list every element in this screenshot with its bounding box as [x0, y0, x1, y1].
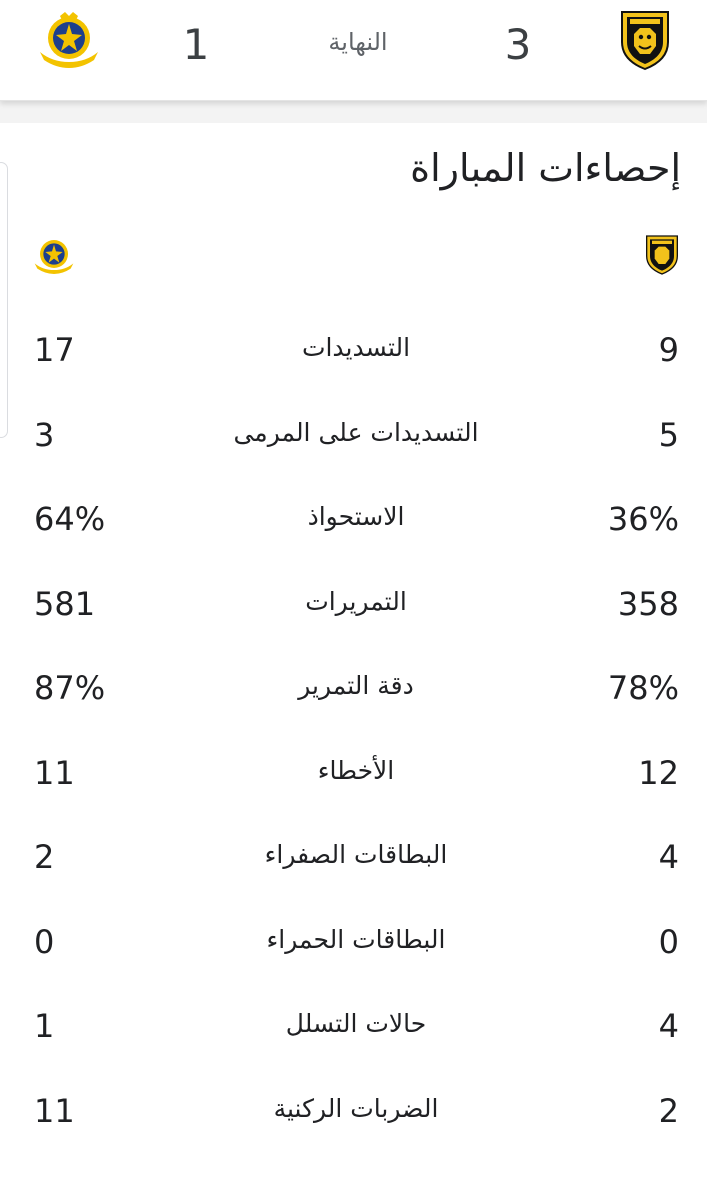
home-stat-value: 36%	[607, 500, 679, 538]
home-stat-value: 5	[658, 415, 679, 454]
stat-row-passes	[0, 562, 707, 647]
away-stat-value: 581	[34, 584, 96, 623]
home-stat-value: 78%	[607, 669, 679, 707]
stat-label: التسديدات على المرمى	[233, 417, 479, 447]
away-score: 1	[182, 20, 210, 69]
stat-label: البطاقات الحمراء	[266, 924, 446, 954]
away-stat-value: 1	[34, 1007, 55, 1045]
stat-label: الضربات الركنية	[273, 1093, 439, 1123]
stat-label: حالات التسلل	[285, 1009, 427, 1038]
stat-row-possession	[0, 477, 707, 562]
stat-row-fouls	[0, 731, 707, 816]
stat-label: الأخطاء	[317, 755, 395, 785]
stat-row-yellow-cards	[0, 815, 707, 900]
away-stat-value: 3	[34, 415, 55, 454]
stat-label: التمريرات	[305, 586, 407, 616]
stat-row-corners	[0, 1069, 707, 1154]
home-stat-value: 12	[638, 753, 679, 792]
away-stat-value: 0	[34, 922, 55, 961]
home-stat-value: 0	[658, 922, 679, 961]
stat-row-shots	[0, 308, 707, 393]
home-stat-value: 9	[658, 331, 679, 369]
away-stat-value: 17	[34, 331, 75, 369]
stat-label: الاستحواذ	[307, 502, 405, 531]
home-stat-value: 358	[617, 584, 679, 623]
score-header	[0, 0, 707, 101]
stat-label: البطاقات الصفراء	[264, 840, 448, 869]
stat-label: التسديدات	[301, 333, 411, 362]
stat-row-shots-on-target	[0, 393, 707, 478]
stat-label: دقة التمرير	[298, 671, 414, 700]
ittihad-logo-icon[interactable]	[612, 6, 678, 72]
home-stat-value: 2	[658, 1091, 679, 1130]
home-stat-value: 4	[658, 1007, 679, 1045]
nassr-small-logo-icon	[32, 234, 76, 278]
stats-title: إحصاءات المباراة	[410, 146, 681, 190]
away-stat-value: 2	[34, 838, 55, 876]
stat-row-offsides	[0, 984, 707, 1069]
stats-list	[0, 308, 707, 1153]
home-stat-value: 4	[658, 838, 679, 876]
away-stat-value: 87%	[34, 669, 106, 707]
header-separator	[0, 101, 707, 123]
nassr-logo-icon[interactable]	[36, 8, 102, 74]
stat-row-red-cards	[0, 900, 707, 985]
ittihad-small-logo-icon	[640, 232, 684, 276]
home-score: 3	[504, 20, 532, 69]
away-stat-value: 64%	[34, 500, 106, 538]
match-status: النهاية	[328, 28, 388, 56]
away-stat-value: 11	[34, 1091, 75, 1130]
away-stat-value: 11	[34, 753, 75, 792]
stat-row-pass-accuracy	[0, 646, 707, 731]
